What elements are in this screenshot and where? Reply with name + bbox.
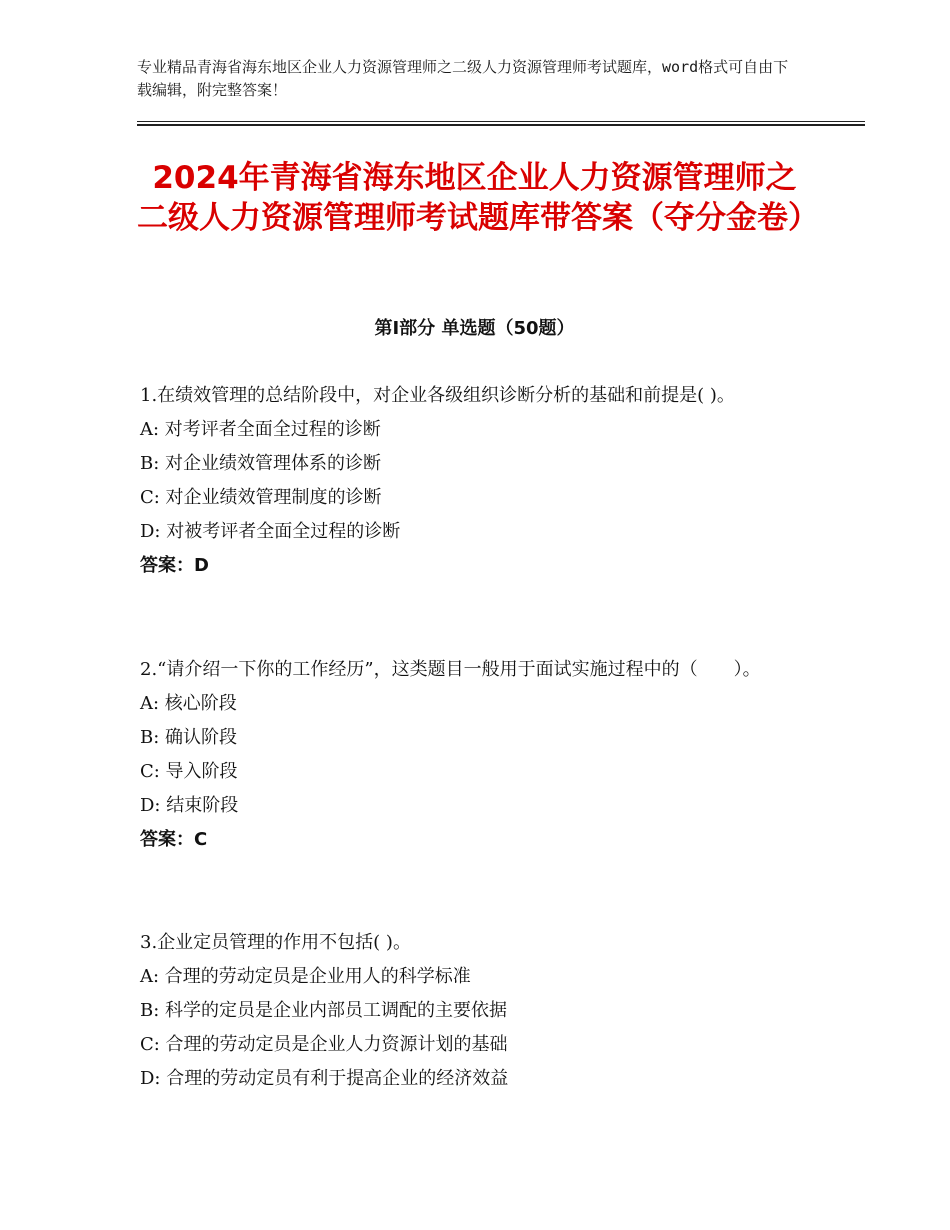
answer-label: 答案：D [140, 555, 209, 576]
option-a: A: 核心阶段 [140, 693, 237, 714]
option-d: D: 结束阶段 [140, 795, 239, 816]
answer-label: 答案：C [140, 829, 208, 850]
option-c: C: 对企业绩效管理制度的诊断 [140, 487, 382, 508]
question-3 [140, 926, 805, 1096]
header-note: 专业精品青海省海东地区企业人力资源管理师之二级人力资源管理师考试题库，word格式可自由下载编辑，附完整答案！ [137, 58, 789, 99]
question-stem: 1.在绩效管理的总结阶段中，对企业各级组织诊断分析的基础和前提是( )。 [140, 385, 735, 406]
document-title: 2024年青海省海东地区企业人力资源管理师之二级人力资源管理师考试题库带答案（夺分金卷） [137, 160, 819, 236]
section-heading: 第Ⅰ部分 单选题（50题） [374, 318, 575, 339]
question-stem: 2.“请介绍一下你的工作经历”，这类题目一般用于面试实施过程中的（ ）。 [140, 659, 761, 680]
option-b: B: 科学的定员是企业内部员工调配的主要依据 [140, 1000, 508, 1021]
option-c: C: 合理的劳动定员是企业人力资源计划的基础 [140, 1034, 508, 1055]
option-c: C: 导入阶段 [140, 761, 238, 782]
question-2 [140, 653, 805, 857]
option-d: D: 对被考评者全面全过程的诊断 [140, 521, 401, 542]
header-divider-thin [137, 121, 865, 122]
question-1 [140, 379, 805, 583]
header-divider-thick [137, 124, 865, 126]
option-b: B: 对企业绩效管理体系的诊断 [140, 453, 382, 474]
option-d: D: 合理的劳动定员有利于提高企业的经济效益 [140, 1068, 509, 1089]
option-b: B: 确认阶段 [140, 727, 238, 748]
option-a: A: 对考评者全面全过程的诊断 [140, 419, 381, 440]
question-stem: 3.企业定员管理的作用不包括( )。 [140, 932, 411, 953]
option-a: A: 合理的劳动定员是企业用人的科学标准 [140, 966, 471, 987]
